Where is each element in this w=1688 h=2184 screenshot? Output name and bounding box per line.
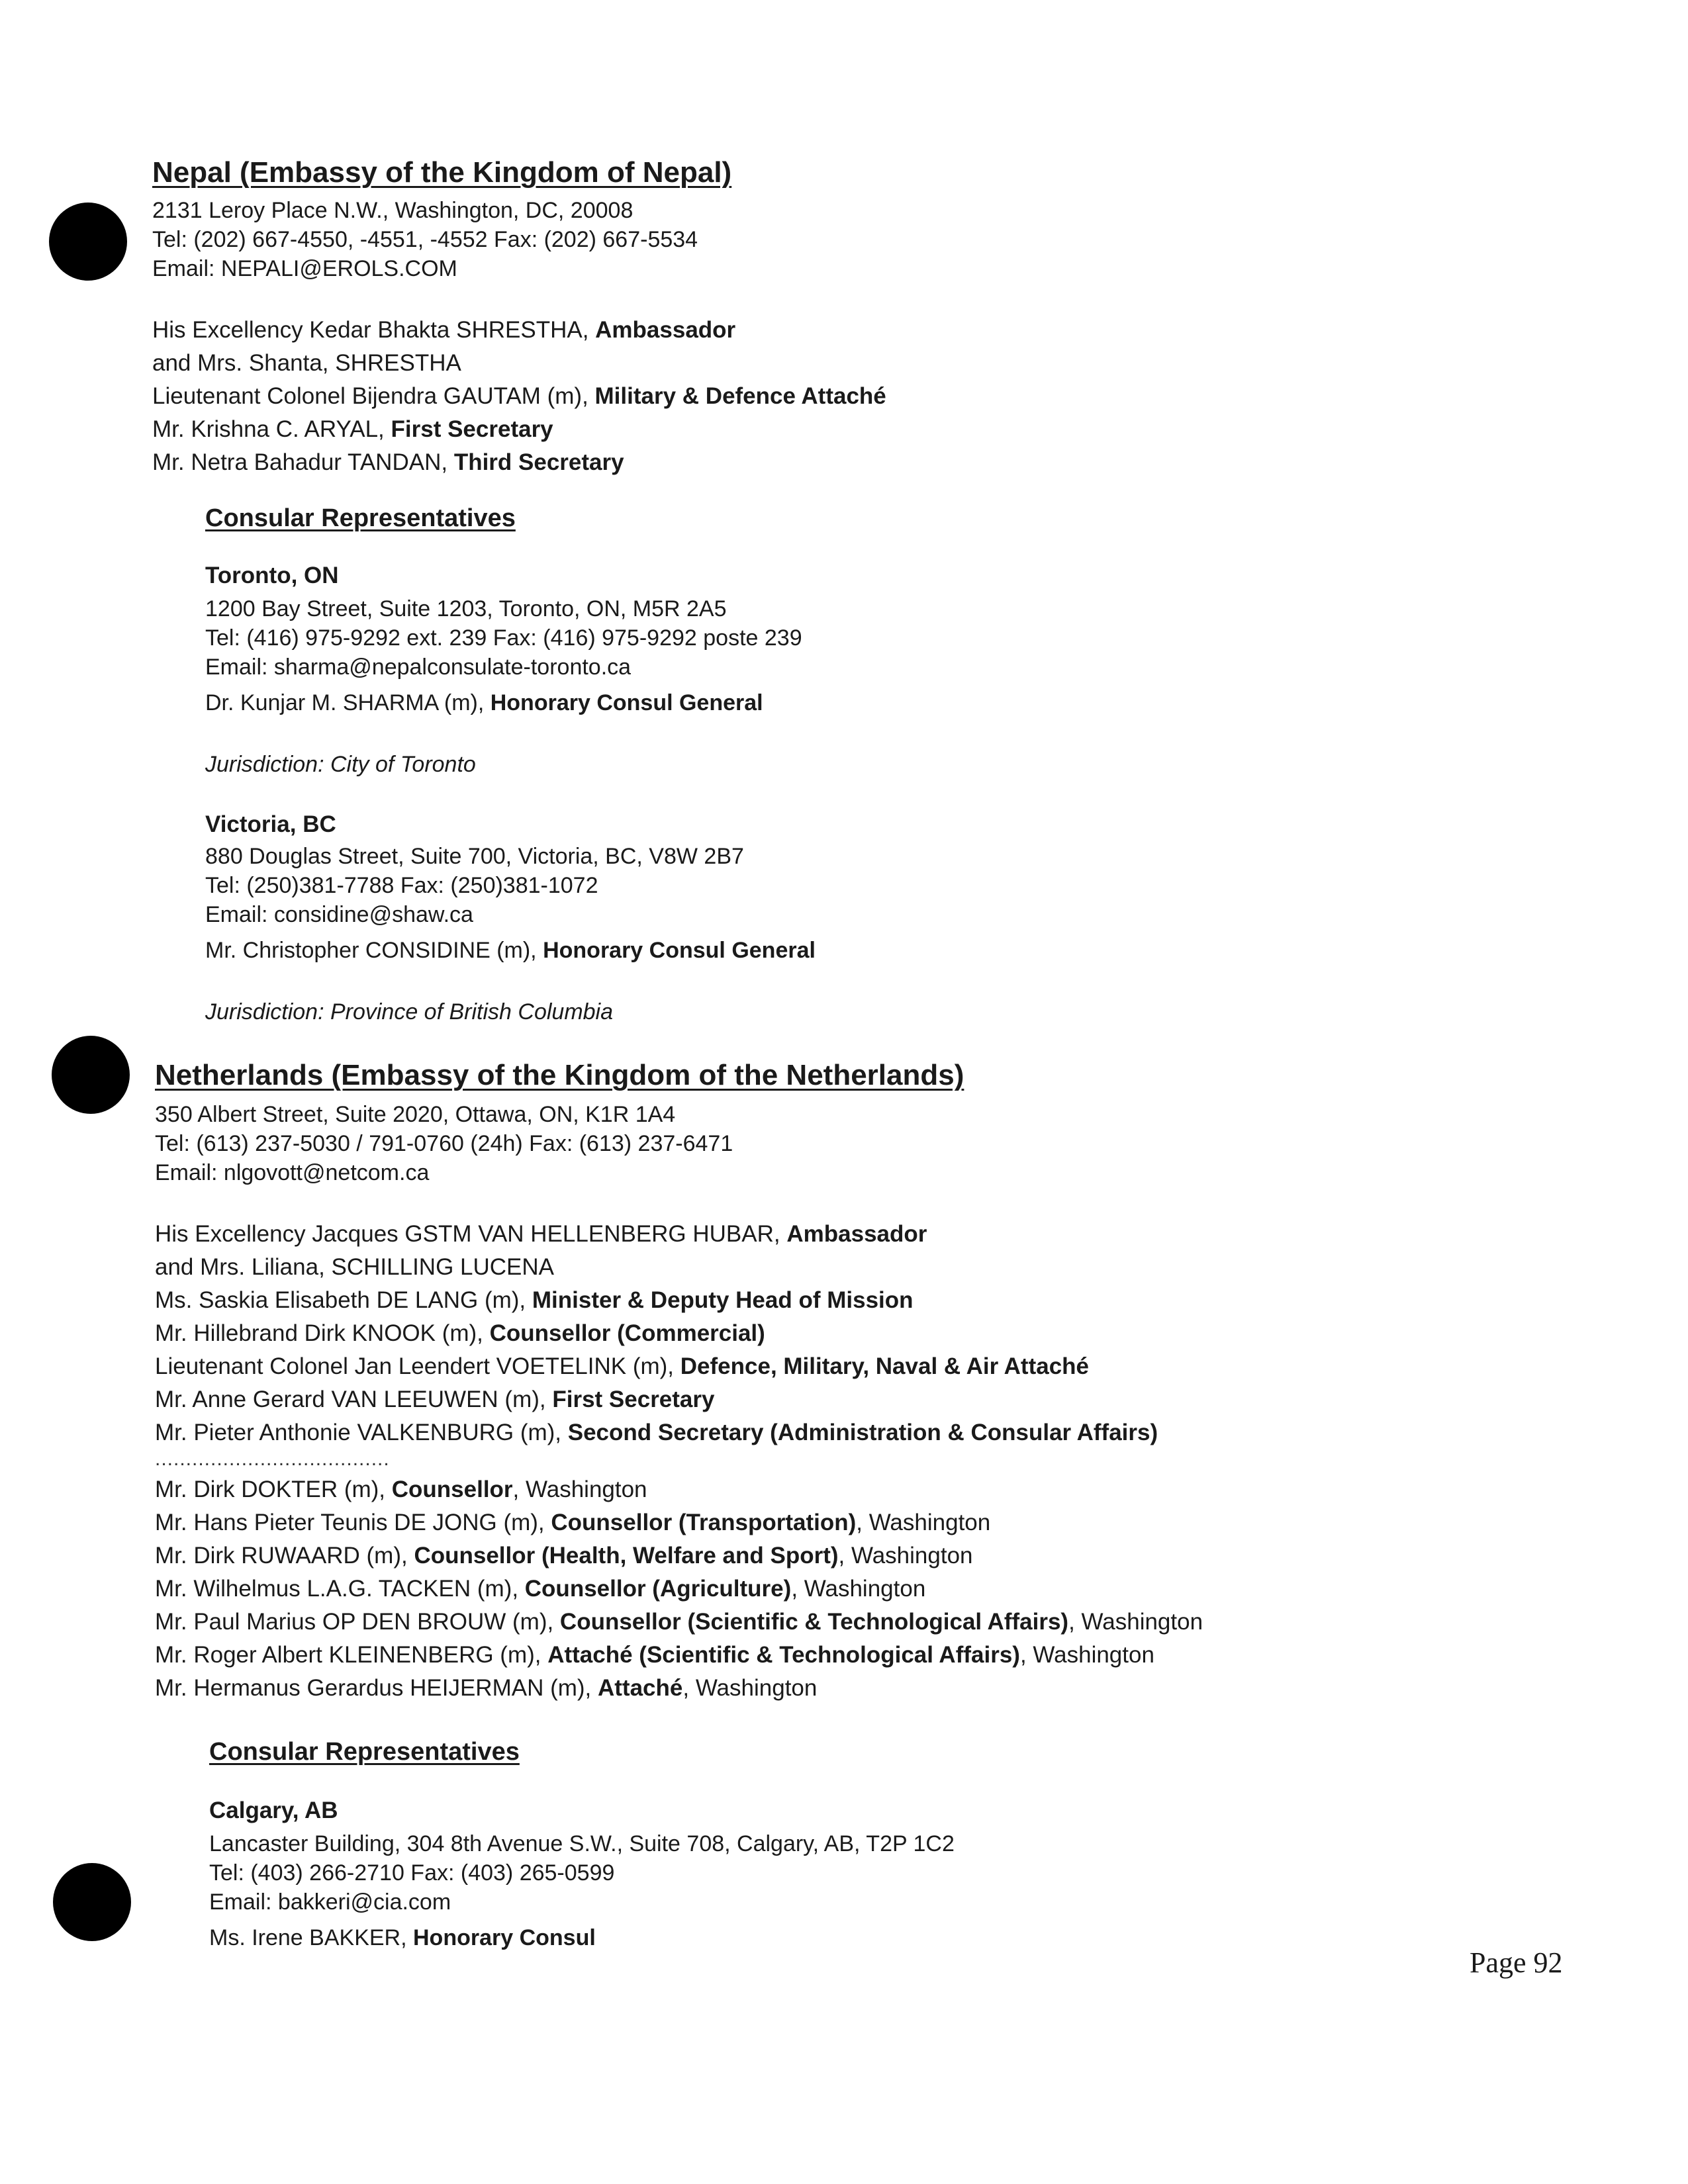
consulate-tel: Tel: (403) 266-2710 Fax: (403) 265-0599 xyxy=(209,1860,615,1886)
netherlands-washington-staff-list xyxy=(155,1473,1203,1705)
nepal-email: Email: NEPALI@EROLS.COM xyxy=(152,256,457,281)
staff-entry: Mr. Roger Albert KLEINENBERG (m), Attaché (Scientific & Technological Affairs), Washington xyxy=(155,1642,1154,1668)
consulate-email: Email: sharma@nepalconsulate-toronto.ca xyxy=(205,655,632,680)
staff-entry: Mr. Hans Pieter Teunis DE JONG (m), Counsellor (Transportation), Washington xyxy=(155,1510,991,1535)
netherlands-address: 350 Albert Street, Suite 2020, Ottawa, ON, K1R 1A4 xyxy=(155,1102,676,1127)
staff-entry: Mr. Anne Gerard VAN LEEUWEN (m), First Secretary xyxy=(155,1387,715,1412)
consulate-person: Ms. Irene BAKKER, Honorary Consul xyxy=(209,1925,596,1950)
netherlands-email: Email: nlgovott@netcom.ca xyxy=(155,1160,430,1185)
consulate-person: Mr. Christopher CONSIDINE (m), Honorary Consul General xyxy=(205,938,816,963)
netherlands-heading: Netherlands (Embassy of the Kingdom of the Netherlands) xyxy=(155,1059,964,1091)
staff-entry: and Mrs. Shanta, SHRESTHA xyxy=(152,350,461,376)
staff-entry: Mr. Netra Bahadur TANDAN, Third Secretary xyxy=(152,449,624,475)
consulate-city: Toronto, ON xyxy=(205,563,339,588)
staff-entry: Mr. Hillebrand Dirk KNOOK (m), Counsellor (Commercial) xyxy=(155,1320,765,1346)
staff-entry: His Excellency Kedar Bhakta SHRESTHA, Ambassador xyxy=(152,317,736,343)
consulate-email: Email: considine@shaw.ca xyxy=(205,902,473,927)
staff-entry: His Excellency Jacques GSTM VAN HELLENBERG HUBAR, Ambassador xyxy=(155,1221,927,1247)
netherlands-staff-list xyxy=(155,1218,1158,1449)
staff-entry: Mr. Hermanus Gerardus HEIJERMAN (m), Attaché, Washington xyxy=(155,1675,818,1701)
staff-entry: Mr. Dirk DOKTER (m), Counsellor, Washington xyxy=(155,1477,647,1502)
consulate-city: Calgary, AB xyxy=(209,1797,338,1823)
punch-hole-middle xyxy=(52,1036,130,1114)
consulate-address: 880 Douglas Street, Suite 700, Victoria, BC, V8W 2B7 xyxy=(205,844,744,869)
consulate-jurisdiction: Jurisdiction: Province of British Columbia xyxy=(205,999,614,1024)
staff-entry: Mr. Pieter Anthonie VALKENBURG (m), Second Secretary (Administration & Consular Affairs) xyxy=(155,1420,1158,1445)
nepal-address: 2131 Leroy Place N.W., Washington, DC, 20008 xyxy=(152,198,633,223)
staff-entry: Mr. Dirk RUWAARD (m), Counsellor (Health, Welfare and Sport), Washington xyxy=(155,1543,973,1569)
staff-entry: Mr. Paul Marius OP DEN BROUW (m), Counsellor (Scientific & Technological Affairs), Washington xyxy=(155,1609,1203,1635)
nepal-heading: Nepal (Embassy of the Kingdom of Nepal) xyxy=(152,156,732,189)
consulate-city: Victoria, BC xyxy=(205,811,336,837)
netherlands-tel: Tel: (613) 237-5030 / 791-0760 (24h) Fax: (613) 237-6471 xyxy=(155,1131,733,1156)
consulate-person: Dr. Kunjar M. SHARMA (m), Honorary Consul General xyxy=(205,690,763,715)
separator-dots: ...................................... xyxy=(155,1448,390,1470)
netherlands-consular-heading: Consular Representatives xyxy=(209,1738,520,1766)
nepal-staff-list xyxy=(152,314,886,479)
staff-entry: Lieutenant Colonel Bijendra GAUTAM (m), Military & Defence Attaché xyxy=(152,383,886,409)
consulate-address: 1200 Bay Street, Suite 1203, Toronto, ON, M5R 2A5 xyxy=(205,596,727,621)
page-number: Page 92 xyxy=(1470,1946,1563,1979)
staff-entry: Mr. Wilhelmus L.A.G. TACKEN (m), Counsellor (Agriculture), Washington xyxy=(155,1576,926,1602)
punch-hole-top xyxy=(49,203,127,281)
consulate-address: Lancaster Building, 304 8th Avenue S.W., Suite 708, Calgary, AB, T2P 1C2 xyxy=(209,1831,955,1856)
nepal-tel: Tel: (202) 667-4550, -4551, -4552 Fax: (202) 667-5534 xyxy=(152,227,698,252)
consulate-tel: Tel: (250)381-7788 Fax: (250)381-1072 xyxy=(205,873,598,898)
consulate-tel: Tel: (416) 975-9292 ext. 239 Fax: (416) 975-9292 poste 239 xyxy=(205,625,802,651)
punch-hole-bottom xyxy=(53,1863,131,1941)
staff-entry: Ms. Saskia Elisabeth DE LANG (m), Minister & Deputy Head of Mission xyxy=(155,1287,914,1313)
consulate-email: Email: bakkeri@cia.com xyxy=(209,1889,451,1915)
staff-entry: and Mrs. Liliana, SCHILLING LUCENA xyxy=(155,1254,554,1280)
nepal-consular-heading: Consular Representatives xyxy=(205,504,516,532)
staff-entry: Mr. Krishna C. ARYAL, First Secretary xyxy=(152,416,553,442)
consulate-jurisdiction: Jurisdiction: City of Toronto xyxy=(205,752,476,777)
staff-entry: Lieutenant Colonel Jan Leendert VOETELINK (m), Defence, Military, Naval & Air Attaché xyxy=(155,1353,1089,1379)
